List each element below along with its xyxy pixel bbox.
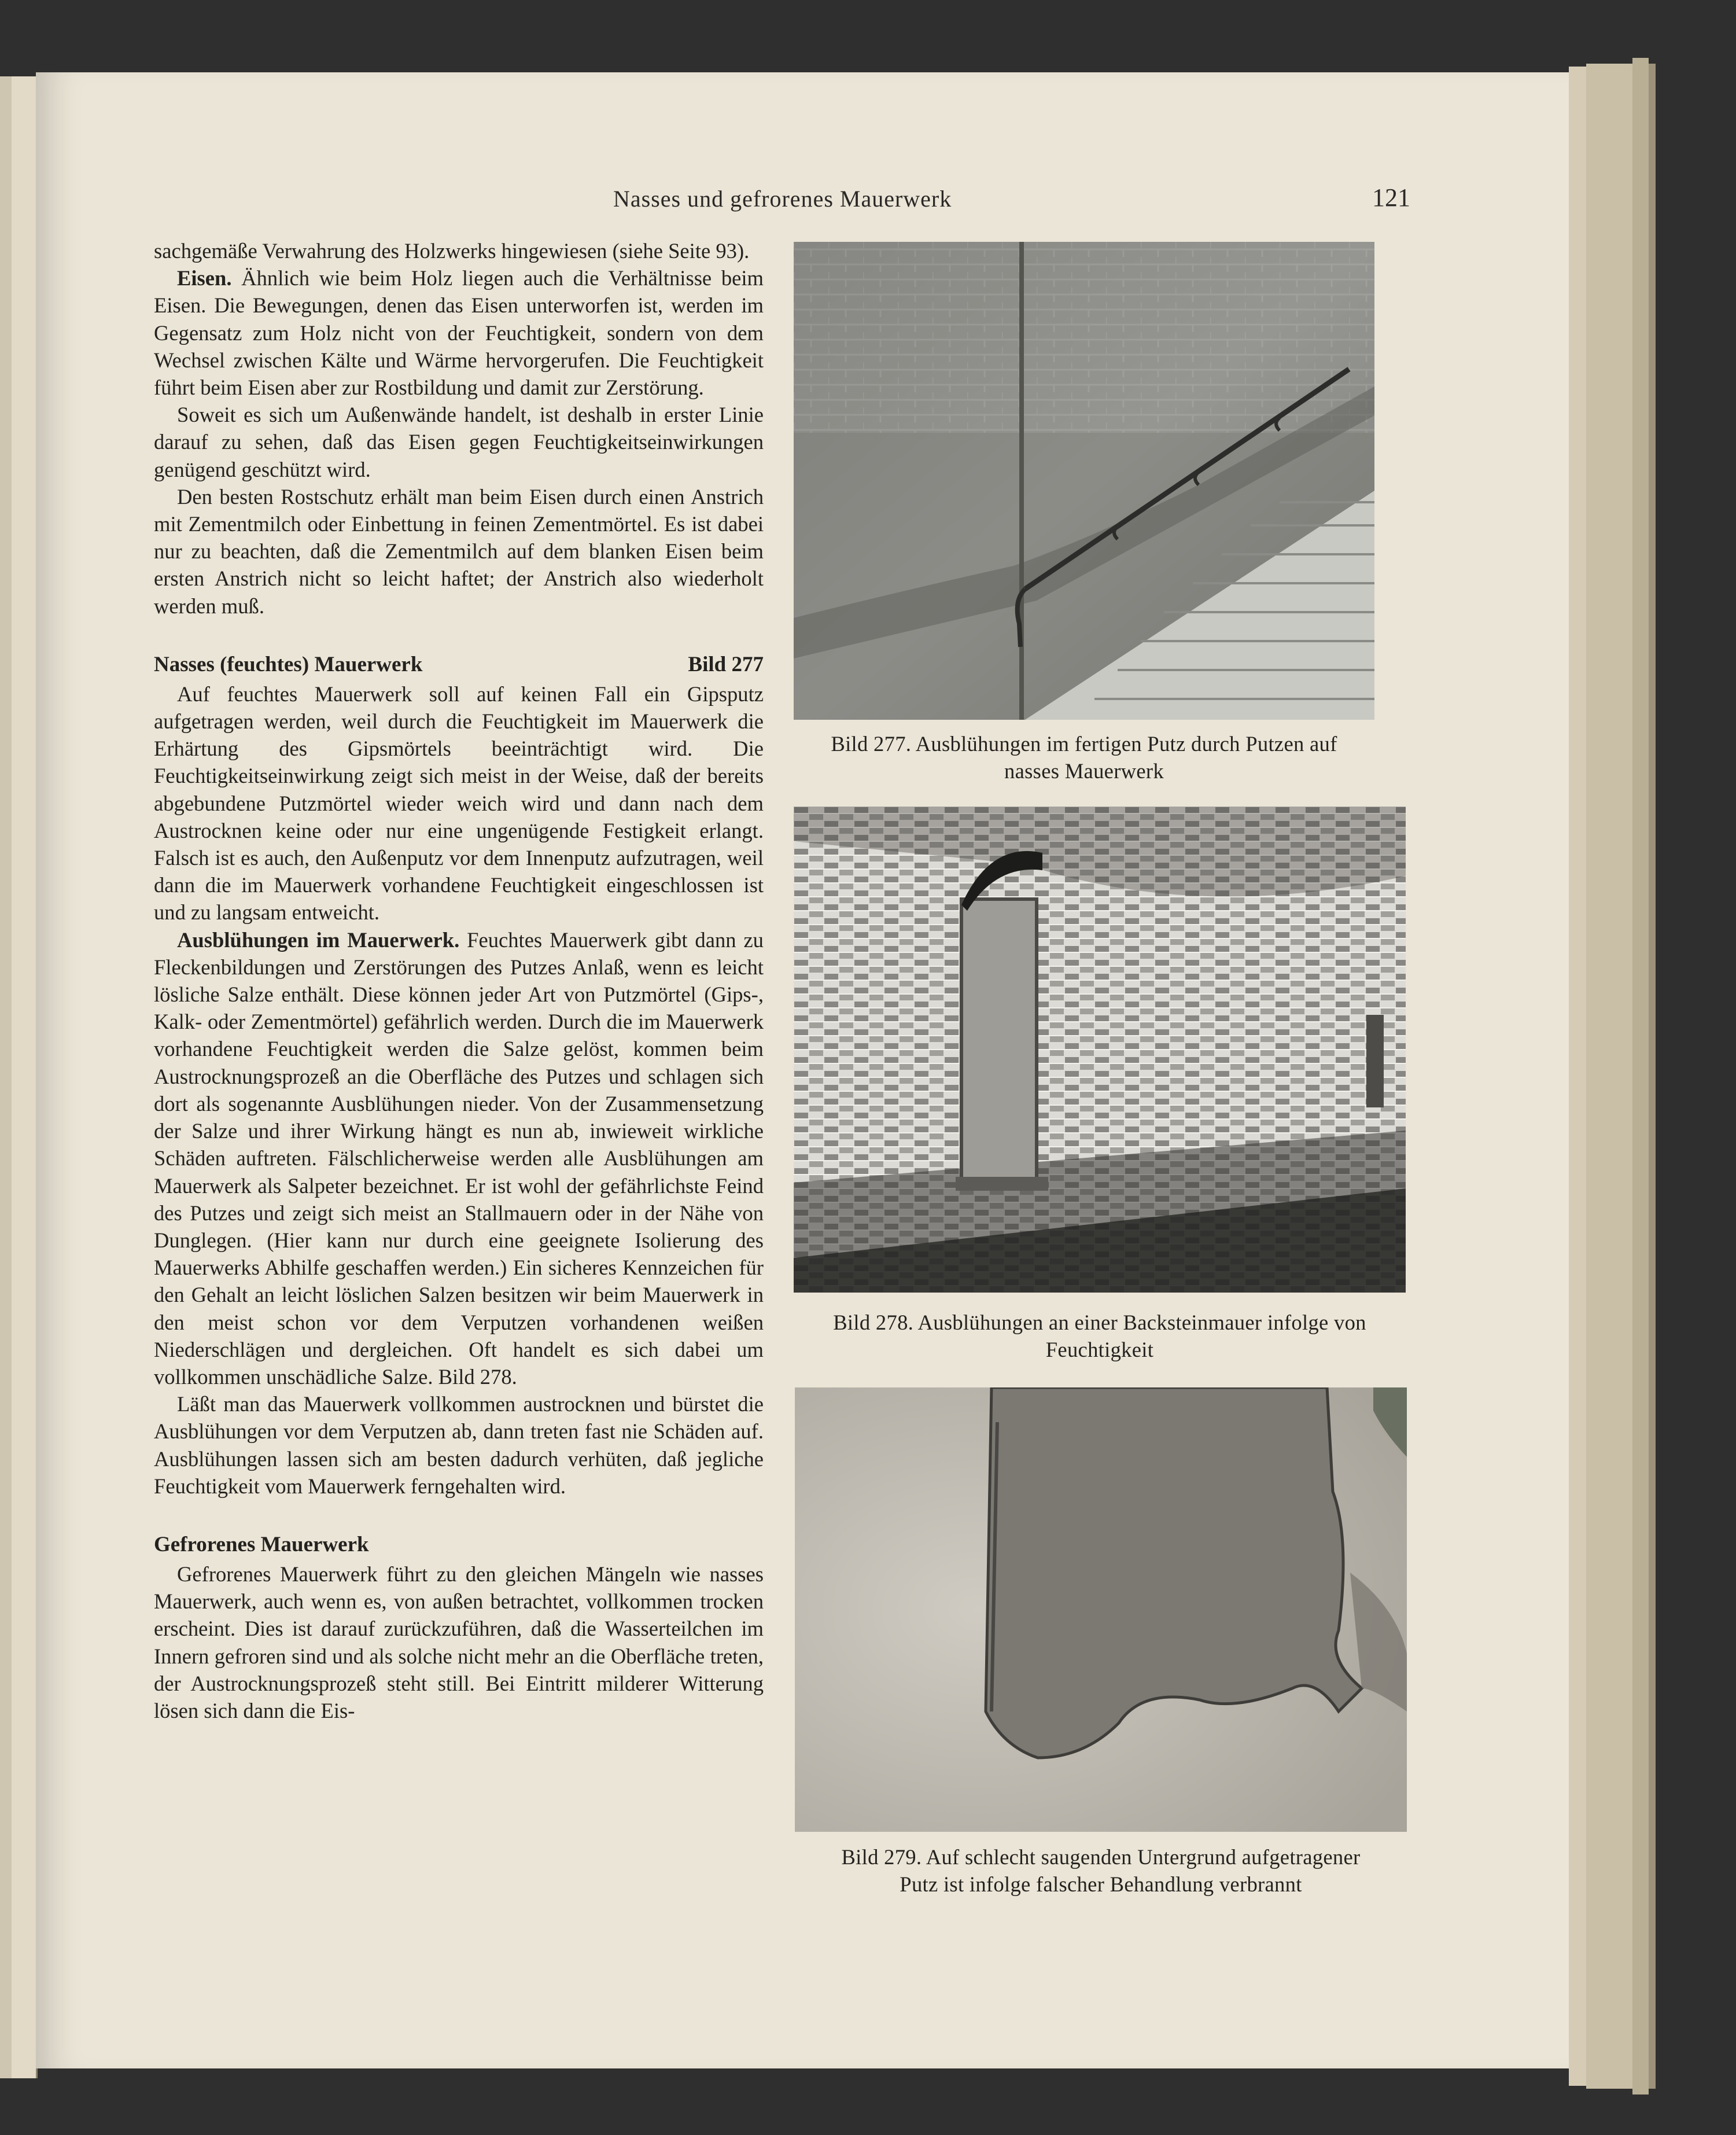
section-heading [154, 651, 764, 678]
caption-line: Bild 279. Auf schlecht saugenden Untergrund aufgetragener [841, 1845, 1361, 1869]
paragraph [154, 264, 764, 401]
run-in-heading: Eisen. [177, 266, 232, 290]
cover-edge [1586, 64, 1632, 2089]
paragraph: sachgemäße Verwahrung des Holzwerks hingewiesen (siehe Seite 93). [154, 239, 750, 263]
caption-line: Bild 277. Ausblühungen im fertigen Putz durch Putzen auf [831, 732, 1337, 756]
left-page-shadow [0, 76, 12, 2078]
paragraph-text: Ähnlich wie beim Holz liegen auch die Verhältnisse beim Eisen. Die Bewegungen, denen das Eisen unterworfen ist, werden im Gegensatz zum Holz nicht von der Feuchtigkeit, sondern von dem Wechsel zwischen Kälte und Wärme hervorgerufen. Die Feuchtigkeit führt beim Eisen aber zur Rostbildung und damit zur Zerstörung. [154, 266, 764, 400]
paragraph: Soweit es sich um Außenwände handelt, ist deshalb in erster Linie darauf zu sehen, daß das Eisen gegen Feuchtigkeitseinwirkungen genügend geschützt wird. [154, 403, 764, 481]
figure-277-photo [794, 242, 1374, 720]
section-title: Gefrorenes Mauerwerk [154, 1532, 369, 1556]
caption-line: Feuchtigkeit [1045, 1338, 1154, 1361]
paragraph: Gefrorenes Mauerwerk führt zu den gleichen Mängeln wie nasses Mauerwerk, auch wenn es, von außen betrachtet, vollkommen trocken erscheint. Dies ist darauf zurückzuführen, daß die Wasserteilchen im Innern gefroren sind und als solche nicht mehr an die Oberfläche treten, der Austrocknungsprozeß steht still. Bei Eintritt milderer Witterung lösen sich dann die Eis- [154, 1562, 764, 1722]
text-column [154, 237, 764, 1724]
figure-278-photo [794, 807, 1406, 1293]
running-head: Nasses und gefrorenes Mauerwerk [613, 186, 952, 212]
page-gutter [1569, 67, 1586, 2086]
page-number: 121 [1372, 183, 1410, 212]
cover-edge-outer [1632, 58, 1649, 2094]
run-in-heading: Ausblühungen im Mauerwerk. [177, 927, 460, 952]
paragraph [154, 926, 764, 1390]
paragraph-text: Feuchtes Mauerwerk gibt dann zu Fleckenbildungen und Zerstörungen des Putzes Anlaß, wenn es leicht lösliche Salze enthält. Diese können jeder Art von Putzmörtel (Gips-, Kalk- oder Zementmörtel) gefährlich werden. Durch die im Mauerwerk vorhandene Feuchtigkeit werden die Salze gelöst, kommen beim Austrocknungsprozeß an die Oberfläche des Putzes und schlagen sich dort als sogenannte Ausblühungen nieder. Von der Zusammensetzung der Salze und ihrer Wirkung hängt es nun ab, inwieweit wirkliche Schäden auftreten. Fälschlicherweise werden alle Ausblühungen am Mauerwerk als Salpeter bezeichnet. Er ist wohl der gefährlichste Feind des Putzes und zeigt sich meist an Stallmauern oder in der Nähe von Dunglegen. (Hier kann nur durch eine geeignete Isolierung des Mauerwerks Abhilfe geschaffen werden.) Ein sicheres Kennzeichen für den Gehalt an leicht löslichen Salzen besitzen wir beim Mauerwerk in den meist schon vor dem Verputzen vorhandenen weißen Niederschlägen und dergleichen. Oft handelt es sich dabei um vollkommen unschädliche Salze. Bild 278. [154, 927, 764, 1389]
cover-edge-rim [1649, 64, 1656, 2089]
paragraph: Auf feuchtes Mauerwerk soll auf keinen Fall ein Gipsputz aufgetragen werden, weil durch die Feuchtigkeit im Mauerwerk die Erhärtung des Gipsmörtels beeinträchtigt wird. Die Feuchtigkeitseinwirkung zeigt sich meist in der Weise, daß der bereits abgebundene Putzmörtel wieder weich wird und dann nach dem Austrocknen keine oder nur eine ungenügende Festigkeit erlangt. Falsch ist es auch, den Außenputz vor dem Innenputz aufzutragen, weil dann die im Mauerwerk vorhandene Feuchtigkeit eingeschlossen ist und zu langsam entweicht. [154, 682, 764, 925]
caption-line: Putz ist infolge falscher Behandlung verbrannt [900, 1872, 1302, 1896]
paragraph: Den besten Rostschutz erhält man beim Eisen durch einen Anstrich mit Zementmilch oder Einbettung in feinen Zementmörtel. Es ist dabei nur zu beachten, daß die Zementmilch auf dem blanken Eisen beim ersten Anstrich nicht so leicht haftet; der Anstrich also wiederholt werden muß. [154, 484, 764, 618]
figure-278-caption [788, 1309, 1411, 1363]
section-heading [154, 1531, 764, 1558]
figure-277-caption [794, 730, 1374, 785]
caption-line: nasses Mauerwerk [1004, 759, 1164, 783]
figure-reference: Bild 277 [688, 652, 764, 676]
caption-line: Bild 278. Ausblühungen an einer Backsteinmauer infolge von [833, 1311, 1366, 1334]
figure-279-caption [788, 1843, 1414, 1898]
paragraph: Läßt man das Mauerwerk vollkommen austrocknen und bürstet die Ausblühungen vor dem Verputzen ab, dann treten fast nie Schäden auf. Ausblühungen lassen sich am besten dadurch verhüten, daß jegliche Feuchtigkeit vom Mauerwerk ferngehalten wird. [154, 1392, 764, 1498]
figure-279-photo [795, 1387, 1407, 1832]
section-title: Nasses (feuchtes) Mauerwerk [154, 652, 423, 676]
